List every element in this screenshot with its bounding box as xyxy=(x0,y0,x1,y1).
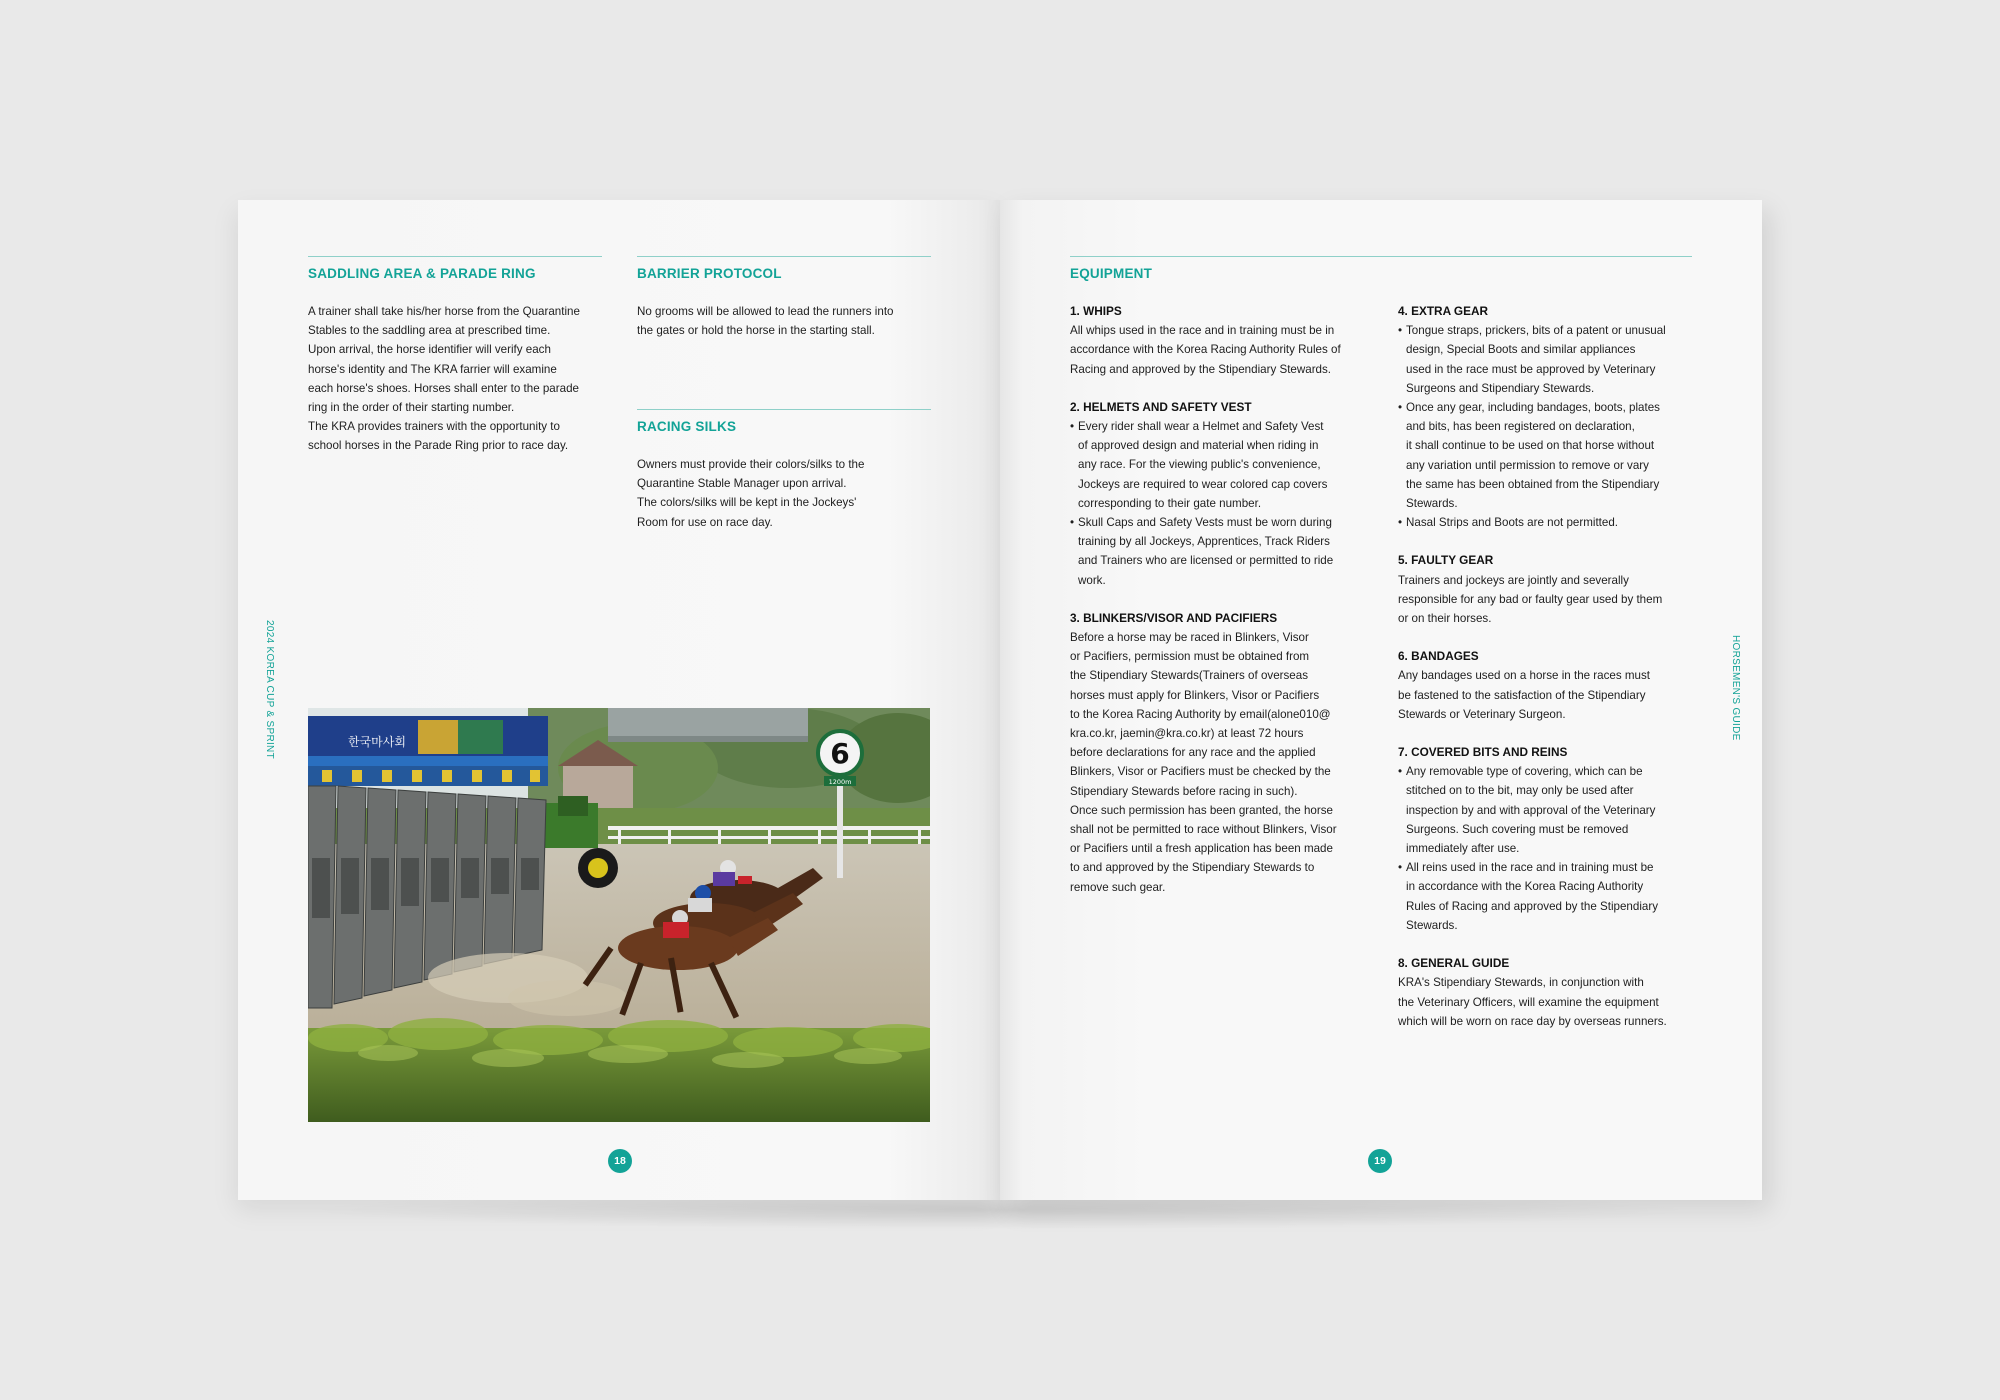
silks-line: The colors/silks will be kept in the Jockeys' xyxy=(637,496,857,510)
whips-line: All whips used in the race and in training must be in xyxy=(1070,324,1335,338)
saddling-line: each horse's shoes. Horses shall enter to the parade xyxy=(308,381,579,395)
equipment-heading: EQUIPMENT xyxy=(1070,266,1153,281)
page-number-19: 19 xyxy=(1368,1149,1392,1173)
covered-bits-line: in accordance with the Korea Racing Authority xyxy=(1406,880,1644,894)
equipment-column-1 xyxy=(1070,302,1375,916)
helmets-section xyxy=(1070,398,1375,590)
saddling-line: school horses in the Parade Ring prior to race day. xyxy=(308,439,569,453)
extra-gear-line: any variation until permission to remove or vary xyxy=(1406,458,1649,472)
helmets-line: Jockeys are required to wear colored cap covers xyxy=(1078,477,1328,491)
blinkers-line: or Pacifiers until a fresh application has been made xyxy=(1070,842,1333,856)
helmets-line: training by all Jockeys, Apprentices, Track Riders xyxy=(1078,535,1330,549)
silks-text xyxy=(637,455,937,532)
saddling-heading: SADDLING AREA & PARADE RING xyxy=(308,266,536,281)
barrier-rule xyxy=(637,256,931,257)
saddling-line: horse's identity and The KRA farrier will examine xyxy=(308,362,557,376)
blinkers-line: kra.co.kr, jaemin@kra.co.kr) at least 72 hours xyxy=(1070,727,1304,741)
general-guide-line: KRA's Stipendiary Stewards, in conjunction with xyxy=(1398,976,1644,990)
blinkers-line: shall not be permitted to race without Blinkers, Visor xyxy=(1070,823,1337,837)
blinkers-line: Stipendiary Stewards before racing in such). xyxy=(1070,784,1298,798)
covered-bits-line: Rules of Racing and approved by the Stipendiary xyxy=(1406,899,1658,913)
helmets-line: work. xyxy=(1078,573,1106,587)
equipment-rule xyxy=(1070,256,1692,257)
faulty-gear-section xyxy=(1398,551,1703,628)
covered-bits-bullet-line: • All reins used in the race and in training must be xyxy=(1398,858,1703,877)
race-start-photo xyxy=(308,708,930,1122)
covered-bits-line: inspection by and with approval of the Veterinary xyxy=(1406,803,1656,817)
blinkers-section xyxy=(1070,609,1375,897)
silks-line: Owners must provide their colors/silks to the xyxy=(637,458,865,471)
helmets-bullet-line: • Skull Caps and Safety Vests must be worn during xyxy=(1070,513,1375,532)
covered-bits-line: immediately after use. xyxy=(1406,842,1520,856)
silks-line: Quarantine Stable Manager upon arrival. xyxy=(637,477,847,491)
helmets-title: 2. HELMETS AND SAFETY VEST xyxy=(1070,399,1252,414)
saddling-text xyxy=(308,302,608,456)
helmets-line: and Trainers who are licensed or permitted to ride xyxy=(1078,554,1334,568)
covered-bits-line: Stewards. xyxy=(1406,918,1458,932)
helmets-bullet-line: • Every rider shall wear a Helmet and Safety Vest xyxy=(1070,417,1375,436)
blinkers-line: Blinkers, Visor or Pacifiers must be checked by the xyxy=(1070,765,1331,779)
blinkers-line: before declarations for any race and the applied xyxy=(1070,746,1316,760)
bandages-line: Stewards or Veterinary Surgeon. xyxy=(1398,707,1566,721)
page-number-18: 18 xyxy=(608,1149,632,1173)
extra-gear-line: design, Special Boots and similar appliances xyxy=(1406,343,1636,357)
general-guide-line: which will be worn on race day by overseas runners. xyxy=(1398,1014,1667,1028)
bandages-line: be fastened to the satisfaction of the Stipendiary xyxy=(1398,688,1646,702)
blinkers-line: to the Korea Racing Authority by email(alone010@ xyxy=(1070,707,1331,721)
whips-line: Racing and approved by the Stipendiary Stewards. xyxy=(1070,362,1332,376)
saddling-line: Upon arrival, the horse identifier will verify each xyxy=(308,343,551,357)
covered-bits-line: stitched on to the bit, may only be used after xyxy=(1406,784,1634,798)
general-guide-section xyxy=(1398,954,1703,1031)
bandages-title: 6. BANDAGES xyxy=(1398,649,1479,664)
extra-gear-title: 4. EXTRA GEAR xyxy=(1398,304,1489,318)
extra-gear-bullet-line: • Tongue straps, prickers, bits of a patent or unusual xyxy=(1398,321,1703,340)
blinkers-line: to and approved by the Stipendiary Stewards to xyxy=(1070,861,1315,875)
covered-bits-line: Surgeons. Such covering must be removed xyxy=(1406,822,1629,836)
faulty-gear-line: responsible for any bad or faulty gear used by them xyxy=(1398,592,1663,606)
saddling-line: A trainer shall take his/her horse from the Quarantine xyxy=(308,305,580,318)
whips-title: 1. WHIPS xyxy=(1070,304,1122,318)
bandages-section xyxy=(1398,647,1703,724)
extra-gear-line: Surgeons and Stipendiary Stewards. xyxy=(1406,381,1595,395)
blinkers-line: Before a horse may be raced in Blinkers, Visor xyxy=(1070,631,1309,645)
blinkers-line: remove such gear. xyxy=(1070,880,1166,894)
extra-gear-line: it shall continue to be used on that horse without xyxy=(1406,439,1655,453)
whips-line: accordance with the Korea Racing Authority Rules of xyxy=(1070,343,1341,357)
extra-gear-line: the same has been obtained from the Stipendiary xyxy=(1406,477,1660,491)
silks-heading: RACING SILKS xyxy=(637,419,737,434)
extra-gear-line: and bits, has been registered on declaration, xyxy=(1406,420,1635,434)
helmets-line: any race. For the viewing public's convenience, xyxy=(1078,458,1321,472)
extra-gear-line: Stewards. xyxy=(1406,497,1458,511)
right-side-label: HORSEMEN'S GUIDE xyxy=(1730,635,1741,741)
blinkers-line: horses must apply for Blinkers, Visor or Pacifiers xyxy=(1070,688,1320,702)
extra-gear-bullet-line: • Once any gear, including bandages, boots, plates xyxy=(1398,398,1703,417)
barrier-text xyxy=(637,302,937,340)
faulty-gear-line: Trainers and jockeys are jointly and severally xyxy=(1398,573,1629,587)
barrier-line: No grooms will be allowed to lead the runners into xyxy=(637,305,894,318)
sign-text: 한국마사회 xyxy=(348,735,406,749)
equipment-column-2 xyxy=(1398,302,1703,1050)
general-guide-title: 8. GENERAL GUIDE xyxy=(1398,956,1510,971)
helmets-line: of approved design and material when riding in xyxy=(1078,439,1319,453)
blinkers-line: the Stipendiary Stewards(Trainers of overseas xyxy=(1070,669,1308,683)
faulty-gear-line: or on their horses. xyxy=(1398,612,1492,626)
extra-gear-line: used in the race must be approved by Veterinary xyxy=(1406,362,1656,376)
barrier-heading: BARRIER PROTOCOL xyxy=(637,266,782,281)
covered-bits-bullet-line: • Any removable type of covering, which can be xyxy=(1398,762,1703,781)
left-side-label: 2024 KOREA CUP & SPRINT xyxy=(264,620,275,759)
saddling-line: Stables to the saddling area at prescribed time. xyxy=(308,324,551,338)
saddling-line: The KRA provides trainers with the opportunity to xyxy=(308,420,560,434)
saddling-rule xyxy=(308,256,602,257)
covered-bits-title: 7. COVERED BITS AND REINS xyxy=(1398,745,1568,760)
faulty-gear-title: 5. FAULTY GEAR xyxy=(1398,553,1494,568)
distance-marker: 6 xyxy=(830,737,850,770)
general-guide-line: the Veterinary Officers, will examine the equipment xyxy=(1398,995,1659,1009)
extra-gear-bullet-line: • Nasal Strips and Boots are not permitted. xyxy=(1398,513,1703,532)
helmets-line: corresponding to their gate number. xyxy=(1078,496,1262,510)
silks-rule xyxy=(637,409,931,410)
whips-section xyxy=(1070,302,1375,379)
bandages-line: Any bandages used on a horse in the races must xyxy=(1398,669,1650,683)
saddling-line: ring in the order of their starting number. xyxy=(308,401,515,415)
extra-gear-section xyxy=(1398,302,1703,532)
barrier-line: the gates or hold the horse in the starting stall. xyxy=(637,324,875,338)
blinkers-line: or Pacifiers, permission must be obtained from xyxy=(1070,650,1310,664)
blinkers-title: 3. BLINKERS/VISOR AND PACIFIERS xyxy=(1070,610,1278,625)
silks-line: Room for use on race day. xyxy=(637,515,773,529)
blinkers-line: Once such permission has been granted, the horse xyxy=(1070,803,1333,817)
distance-sub: 1200m xyxy=(828,778,852,786)
covered-bits-section xyxy=(1398,743,1703,935)
